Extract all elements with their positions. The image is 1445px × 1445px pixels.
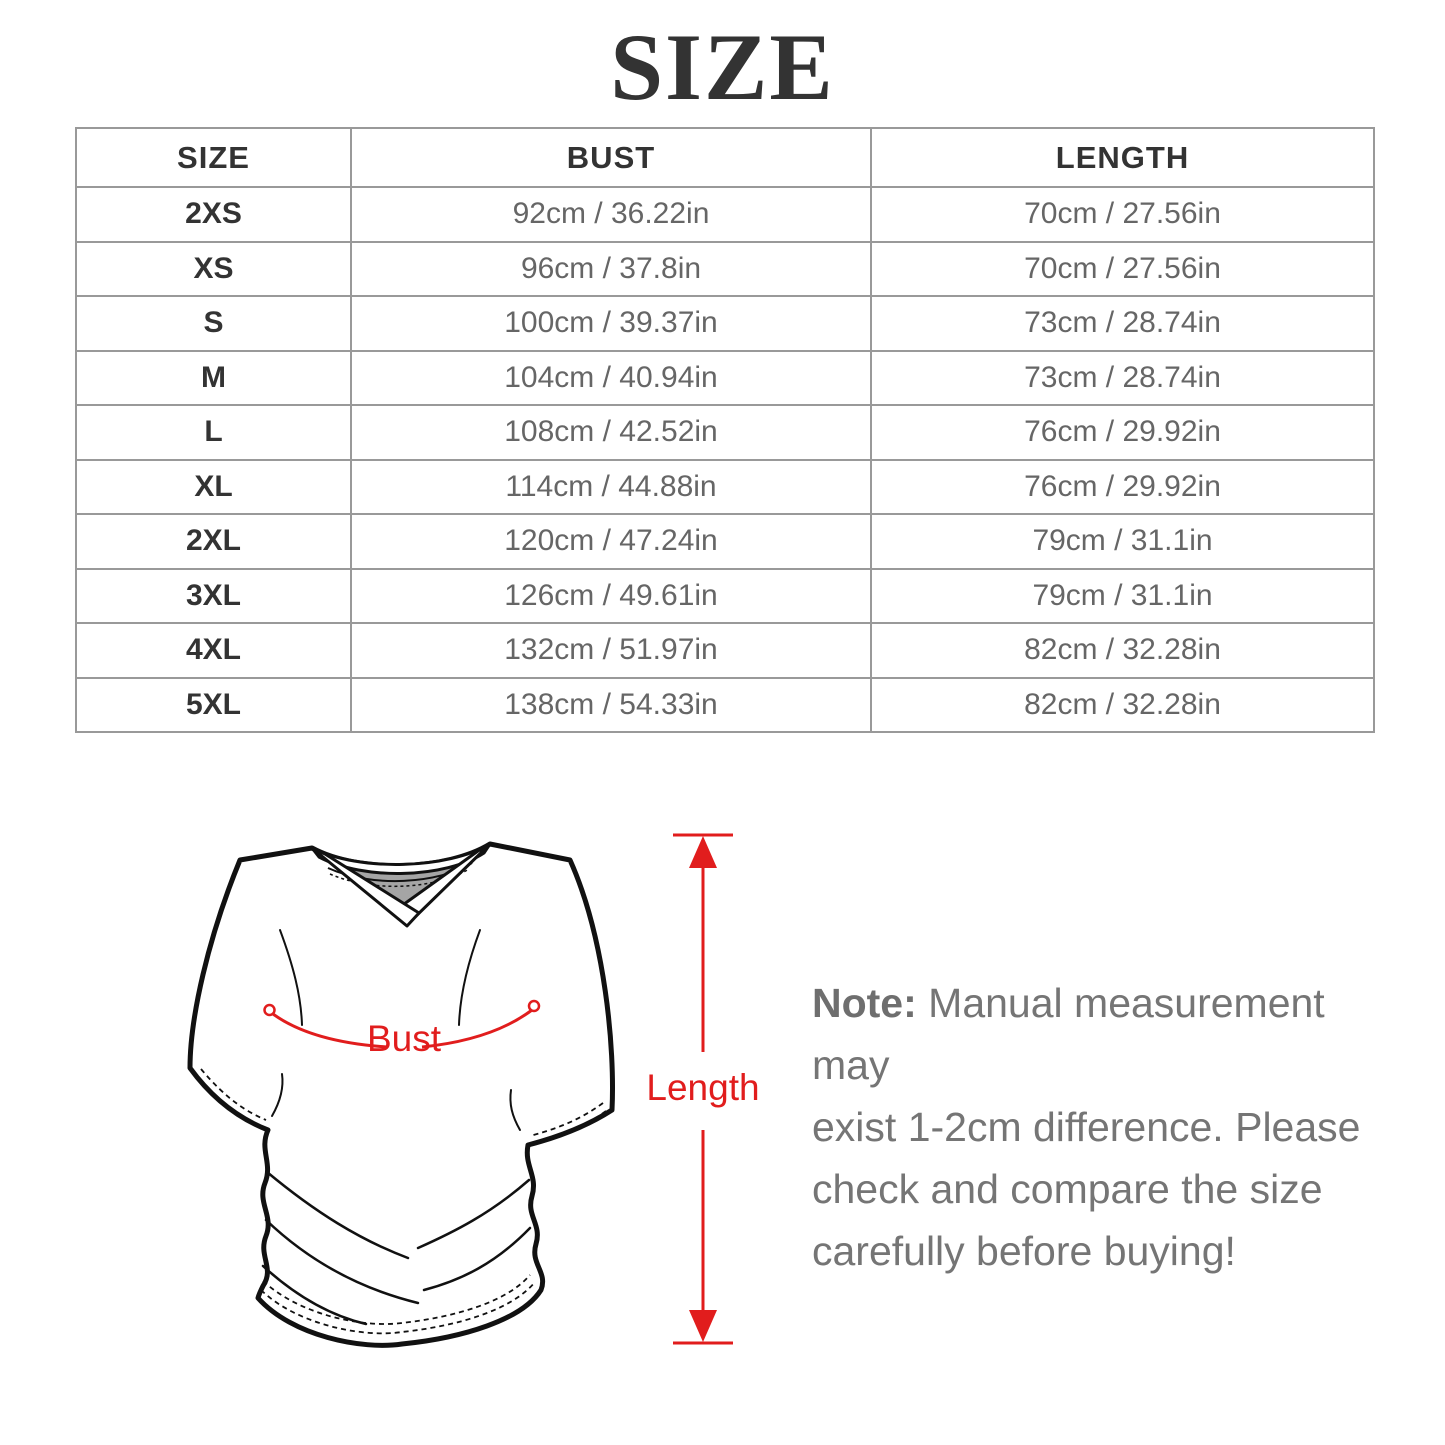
- note-line-4: carefully before buying!: [812, 1228, 1236, 1274]
- note-label: Note:: [812, 980, 917, 1026]
- length-cell: 76cm / 29.92in: [871, 460, 1374, 515]
- bust-cell: 126cm / 49.61in: [351, 569, 871, 624]
- table-row: [76, 623, 1374, 678]
- note-text: [812, 972, 1387, 1282]
- size-cell: L: [76, 405, 351, 460]
- table-row: [76, 405, 1374, 460]
- length-cell: 82cm / 32.28in: [871, 678, 1374, 733]
- table-header-row: [76, 128, 1374, 187]
- bust-cell: 120cm / 47.24in: [351, 514, 871, 569]
- table-row: [76, 460, 1374, 515]
- size-table: [75, 127, 1375, 733]
- bust-cell: 138cm / 54.33in: [351, 678, 871, 733]
- size-cell: S: [76, 296, 351, 351]
- table-row: [76, 678, 1374, 733]
- length-cell: 82cm / 32.28in: [871, 623, 1374, 678]
- length-cell: 70cm / 27.56in: [871, 242, 1374, 297]
- table-row: [76, 242, 1374, 297]
- table-row: [76, 514, 1374, 569]
- note-line-3: check and compare the size: [812, 1166, 1323, 1212]
- size-cell: XS: [76, 242, 351, 297]
- size-cell: 4XL: [76, 623, 351, 678]
- size-cell: XL: [76, 460, 351, 515]
- size-cell: 2XS: [76, 187, 351, 242]
- length-label: Length: [646, 1067, 760, 1108]
- size-cell: 5XL: [76, 678, 351, 733]
- header-cell-bust: BUST: [351, 128, 871, 187]
- page-title: SIZE: [610, 14, 835, 120]
- table-row: [76, 187, 1374, 242]
- size-cell: 2XL: [76, 514, 351, 569]
- length-annotation: [646, 835, 759, 1343]
- size-cell: 3XL: [76, 569, 351, 624]
- note-line-2: exist 1-2cm difference. Please: [812, 1104, 1361, 1150]
- length-cell: 76cm / 29.92in: [871, 405, 1374, 460]
- header-cell-size: SIZE: [76, 128, 351, 187]
- bust-cell: 96cm / 37.8in: [351, 242, 871, 297]
- length-cell: 73cm / 28.74in: [871, 296, 1374, 351]
- bust-cell: 114cm / 44.88in: [351, 460, 871, 515]
- header-cell-length: LENGTH: [871, 128, 1374, 187]
- up-arrowhead-icon: [689, 836, 717, 868]
- length-cell: 73cm / 28.74in: [871, 351, 1374, 406]
- size-cell: M: [76, 351, 351, 406]
- table-row: [76, 351, 1374, 406]
- down-arrowhead-icon: [689, 1310, 717, 1342]
- bust-cell: 104cm / 40.94in: [351, 351, 871, 406]
- table-row: [76, 296, 1374, 351]
- size-table-body: [76, 187, 1374, 732]
- tshirt-measurement-diagram: [160, 820, 780, 1390]
- length-cell: 79cm / 31.1in: [871, 569, 1374, 624]
- bust-cell: 132cm / 51.97in: [351, 623, 871, 678]
- bust-cell: 108cm / 42.52in: [351, 405, 871, 460]
- bust-label: Bust: [366, 1018, 442, 1059]
- bust-cell: 100cm / 39.37in: [351, 296, 871, 351]
- note-line-1: Note: Manual measurement may: [812, 980, 1325, 1088]
- bust-cell: 92cm / 36.22in: [351, 187, 871, 242]
- length-cell: 79cm / 31.1in: [871, 514, 1374, 569]
- length-cell: 70cm / 27.56in: [871, 187, 1374, 242]
- table-row: [76, 569, 1374, 624]
